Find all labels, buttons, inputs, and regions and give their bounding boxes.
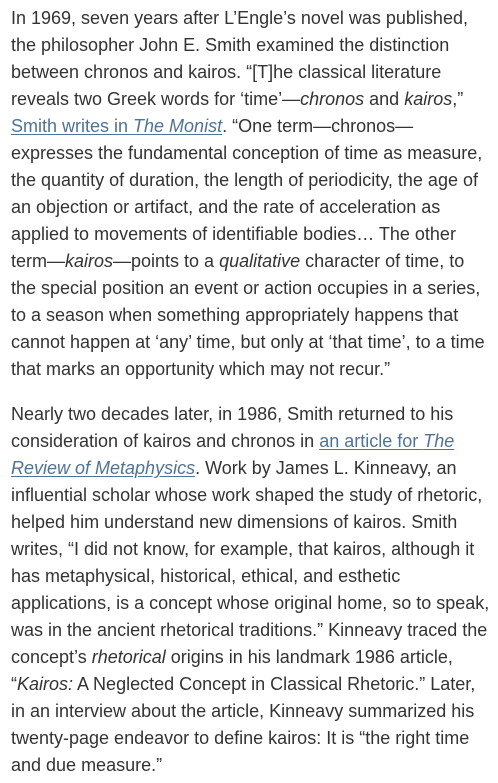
text-line: cannot happen at ‘any’ time, but only at ‘that time’, to a time [11,332,485,352]
text-segment: concept’s [11,647,92,667]
text-line [11,671,488,698]
text-line: was in the ancient rhetorical traditions.” Kinneavy traced the [11,620,488,640]
text-line: an objection or artifact, and the rate of acceleration as [11,197,441,217]
text-segment: reveals two Greek words for ‘time’— [11,89,301,109]
text-line: to a season when something appropriately happens that [11,305,459,325]
italic-title-kairos: Kairos: [17,674,74,694]
italic-term-chronos: chronos [300,89,365,109]
text-line: In 1969, seven years after L’Engle’s novel was published, [11,8,468,28]
link-text: an article for [319,431,424,451]
text-segment: “ [11,674,17,694]
text-line: the special position an event or action occupies in a series, [11,278,481,298]
text-line: applied to movements of identifiable bodies… The other [11,224,456,244]
text-line: between chronos and kairos. “[T]he classical literature [11,62,442,82]
smith-monist-link[interactable] [11,116,222,136]
text-line: helped him understand new dimensions of kairos. Smith [11,512,458,532]
text-line: and due measure.” [11,755,163,775]
paragraph-2 [11,401,488,779]
text-segment: character of time, to [300,251,465,271]
link-text: Smith writes in [11,116,134,136]
link-text-italic: Review of Metaphysics [11,458,196,478]
text-line: twenty-page endeavor to define kairos: It is “the right time [11,728,470,748]
text-line: that marks an opportunity which may not recur.” [11,359,391,379]
italic-term-kairos: kairos [404,89,453,109]
text-segment: . “One term—chronos— [222,116,414,136]
text-line: has metaphysical, historical, ethical, and esthetic [11,566,401,586]
link-text-italic: The [423,431,455,451]
paragraph-1 [11,5,488,383]
text-line: writes, “I did not know, for example, that kairos, although it [11,539,475,559]
text-line: applications, is a concept whose original home, so to speak, [11,593,490,613]
italic-term-rhetorical: rhetorical [91,647,166,667]
italic-term-qualitative: qualitative [219,251,301,271]
text-line: the quantity of duration, the length of periodicity, the age of [11,170,478,190]
text-line [11,455,488,482]
text-segment: origins in his landmark 1986 article, [165,647,453,667]
text-segment: and [364,89,405,109]
text-line [11,248,488,275]
link-text-italic: The Monist [133,116,223,136]
review-of-metaphysics-link[interactable] [319,431,454,451]
text-line [11,428,488,455]
text-line: influential scholar whose work shaped the study of rhetoric, [11,485,483,505]
text-segment: A Neglected Concept in Classical Rhetoric.” Later, [73,674,476,694]
text-segment: consideration of kairos and chronos in [11,431,320,451]
text-line [11,113,488,140]
text-segment: term— [11,251,65,271]
text-line [11,644,488,671]
text-segment: ,” [452,89,464,109]
text-segment: . Work by James L. Kinneavy, an [195,458,457,478]
italic-term-kairos: kairos [65,251,114,271]
text-line: in an interview about the article, Kinneavy summarized his [11,701,475,721]
text-line: expresses the fundamental conception of time as measure, [11,143,483,163]
text-line [11,86,488,113]
text-segment: —points to a [113,251,220,271]
text-line: the philosopher John E. Smith examined the distinction [11,35,450,55]
text-line: Nearly two decades later, in 1986, Smith returned to his [11,404,454,424]
review-of-metaphysics-link-continued[interactable] [11,458,195,478]
